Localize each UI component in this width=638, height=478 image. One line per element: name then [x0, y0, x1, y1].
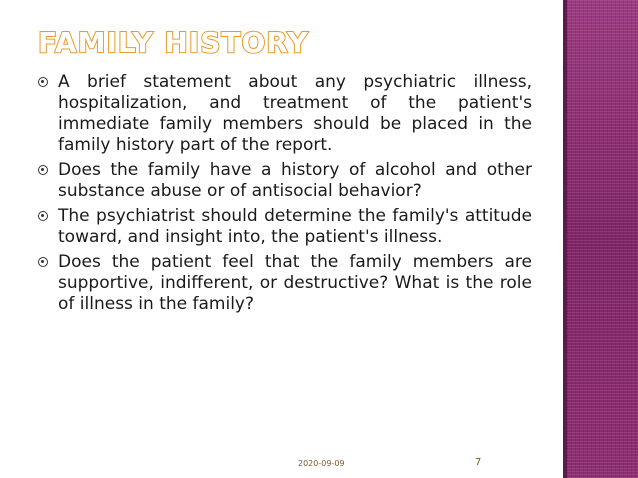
circled-dot-icon	[38, 211, 48, 221]
bullet-text: Does the patient feel that the family members are supportive, indifferent, or destructive? What is the role of illness in the family?	[58, 252, 532, 314]
bullet-text: Does the family have a history of alcohol and other substance abuse or of antisocial behavior?	[58, 160, 532, 201]
decorative-side-panel	[567, 0, 638, 478]
bullet-item	[38, 160, 532, 202]
bullet-list	[38, 72, 532, 319]
footer-date: 2020-09-09	[298, 459, 345, 468]
bullet-text: A brief statement about any psychiatric illness, hospitalization, and treatment of the patient's immediate family members should be placed in the family history part of the report.	[58, 72, 532, 155]
bullet-item	[38, 72, 532, 156]
circled-dot-icon	[38, 77, 48, 87]
bullet-item	[38, 252, 532, 315]
circled-dot-icon	[38, 257, 48, 267]
circled-dot-icon	[38, 165, 48, 175]
bullet-text: The psychiatrist should determine the family's attitude toward, and insight into, the patient's illness.	[58, 206, 532, 247]
bullet-item	[38, 206, 532, 248]
footer-page-number: 7	[475, 457, 482, 468]
slide-title: FAMILY HISTORY	[38, 26, 309, 59]
